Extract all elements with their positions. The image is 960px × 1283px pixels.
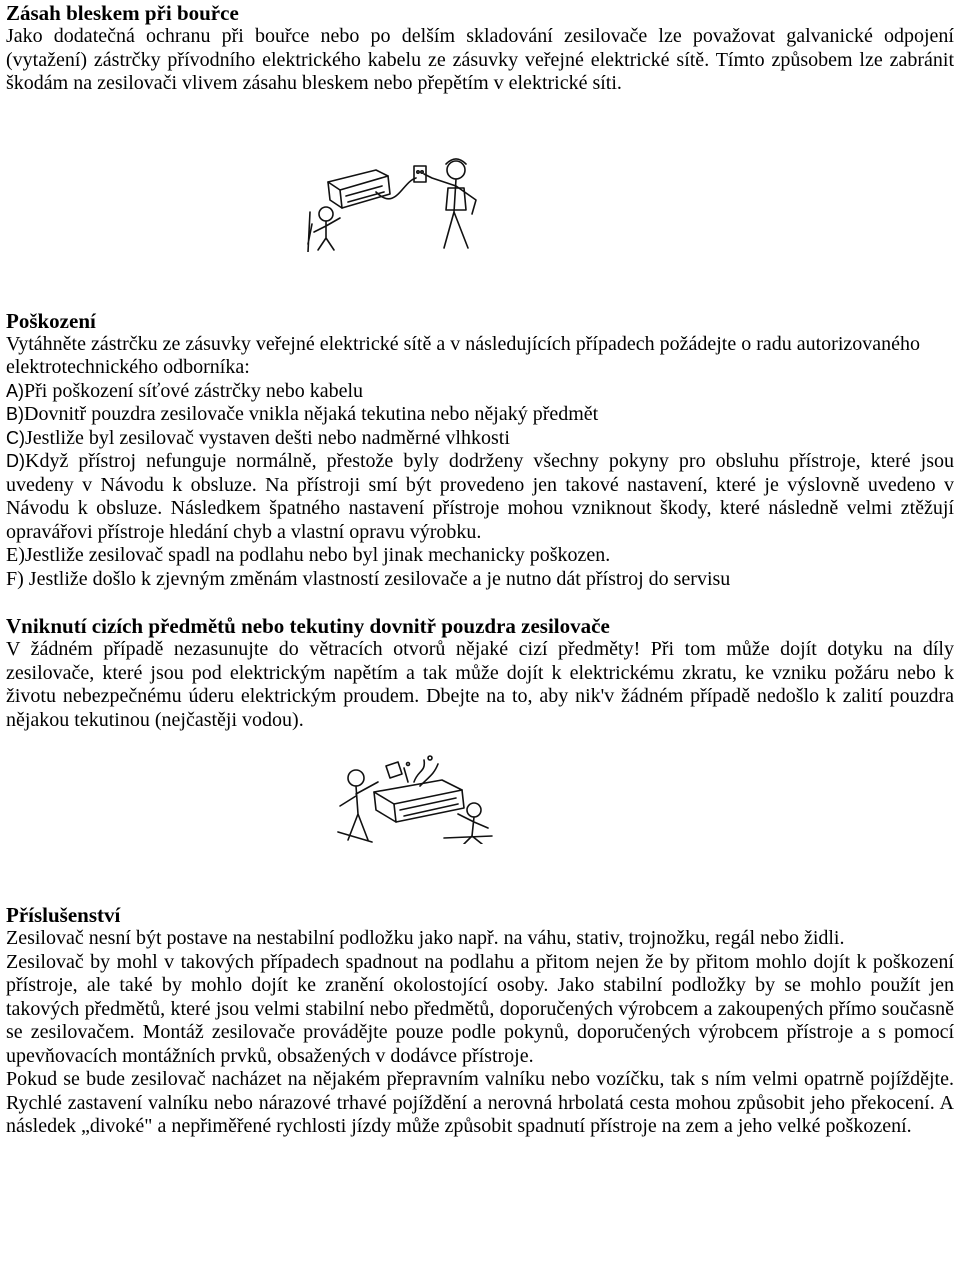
list-item: [6, 427, 954, 451]
section-title-damage: Poškození: [6, 308, 96, 333]
section-title-foreign-objects: Vniknutí cizích předmětů nebo tekutiny dovnitř pouzdra zesilovače: [6, 614, 610, 638]
accessories-paragraph: Zesilovač nesní být postave na nestabilní podložku jako např. na váhu, stativ, trojnožku, regál nebo židli.: [6, 927, 845, 949]
section-title-lightning: Zásah bleskem při bouřce: [6, 1, 239, 25]
list-marker: F): [6, 567, 24, 590]
list-item: [6, 380, 954, 404]
list-item-text: Když přístroj nefunguje normálně, přestože byly dodrženy všechny pokyny pro obsluhu přístroje, které jsou uvedeny v Návodu k obsluze. Na přístroji smí být provedeno jen takové nastavení, které je výslovně uvedeno v Návodu k obsluze. Následkem špatného nastavení přístroje mohou vzniknout škody, které následně velmi ztěžují opravářovi přístroje hledání chyb a vlastní opravu výrobku.: [6, 450, 954, 543]
list-item: [6, 450, 954, 544]
section-title-accessories: Příslušenství: [6, 903, 121, 927]
list-marker: B): [6, 404, 24, 424]
list-marker: D): [6, 451, 25, 471]
list-item: [6, 568, 954, 592]
section-intro-damage: Vytáhněte zástrčku ze zásuvky veřejné elektrické sítě a v následujících případech požádejte o radu autorizovaného elektrotechnického odborníka:: [6, 332, 921, 378]
child-spilling-liquid-illustration: [334, 752, 494, 844]
list-item-text: Dovnitř pouzdra zesilovače vnikla nějaká tekutina nebo nějaký předmět: [24, 403, 599, 425]
section-body-lightning: Jako dodatečná ochranu při bouřce nebo po delším skladování zesilovače lze považovat galvanické odpojení (vytažení) zástrčky přívodního elektrického kabelu ze zásuvky veřejné elektrické sítě. Tímto způsobem lze zabránit škodám na zesilovači vlivem zásahu bleskem nebo přepětím v elektrické síti.: [6, 25, 954, 94]
list-item: [6, 544, 954, 568]
technician-unplugging-amplifier-illustration: [306, 152, 506, 252]
list-item-text: Jestliže byl zesilovač vystaven dešti nebo nadměrné vlhkosti: [25, 426, 510, 449]
list-marker: A): [6, 380, 24, 401]
list-marker: C): [6, 427, 25, 448]
accessories-paragraph: Zesilovač by mohl v takových případech spadnout na podlahu a přitom nejen že by přitom mohlo dojít k poškození přístroje, ale také by mohlo dojít ke zranění okolostojící osoby. Jako stabilní podložky by se mohlo použít jen takových předmětů, které jsou velmi stabilní nebo předmětů, doporučených výrobcem a zakoupených přímo současně se zesilovačem. Montáž zesilovače provádějte pouze podle pokynů, doporučených výrobcem přístroje a s pomocí upevňovacích montážních prvků, obsažených v dodávce přístroje.: [6, 950, 954, 1067]
list-marker: E): [6, 544, 25, 566]
list-item-text: Jestliže zesilovač spadl na podlahu nebo byl jinak mechanicky poškozen.: [24, 544, 611, 566]
list-item-text: Jestliže došlo k zjevným změnám vlastností zesilovače a je nutno dát přístroj do servisu: [28, 567, 731, 590]
document-page: [6, 0, 954, 1139]
section-body-foreign-objects: V žádném případě nezasunujte do větracích otvorů nějaké cizí předměty! Při tom může dojít dotyku na díly zesilovače, které jsou pod elektrickým napětím a tak může dojít k elektrickému zkratu, ke vzniku požáru nebo k životu nebezpečnému úderu elektrickým proudem. Dbejte na to, aby nik'v žádném případě nedošlo k zalití pouzdra nějakou tekutinou (nejčastěji vodou).: [6, 638, 954, 731]
list-item-text: Při poškození síťové zástrčky nebo kabelu: [24, 379, 364, 402]
accessories-paragraph: Pokud se bude zesilovač nacházet na nějakém přepravním valníku nebo vozíčku, tak s ním velmi opatrně pojíždějte. Rychlé zastavení valníku nebo nárazové trhavé pojíždění a nerovná hrbolatá cesta mohou způsobit jeho překocení. A následek „divoké" a nepřiměřené rychlosti jízdy může způsobit spadnutí přístroje na zem a jeho velké poškození.: [6, 1068, 954, 1137]
damage-list: [6, 380, 954, 592]
list-item: [6, 403, 954, 427]
